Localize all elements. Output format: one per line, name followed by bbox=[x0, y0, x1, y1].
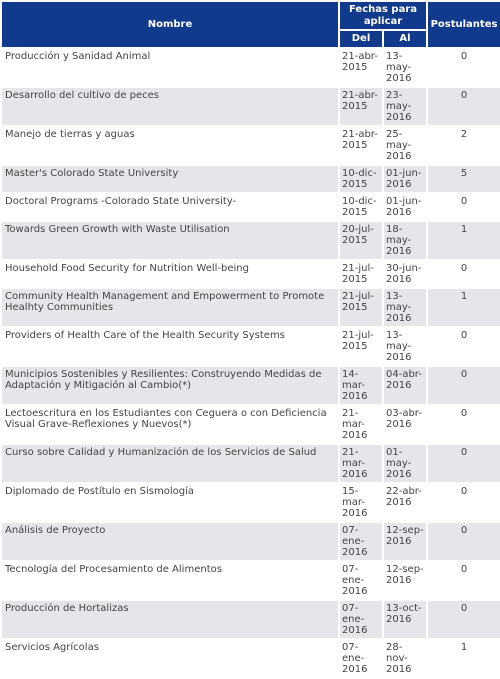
header-postulantes[interactable]: Postulantes bbox=[428, 2, 500, 47]
date-to: 13-may-2016 bbox=[384, 289, 426, 326]
course-name[interactable]: Tecnología del Procesamiento de Alimentos bbox=[2, 562, 338, 599]
date-from: 10-dic-2015 bbox=[340, 194, 382, 220]
header-fechas-para-aplicar: Fechas para aplicar bbox=[340, 2, 426, 29]
applicants-count: 1 bbox=[428, 289, 500, 326]
date-from: 07-ene-2016 bbox=[340, 640, 382, 677]
table-row bbox=[2, 406, 500, 443]
applicants-count: 0 bbox=[428, 445, 500, 482]
header-al[interactable]: Al bbox=[384, 31, 426, 47]
course-name[interactable]: Community Health Management and Empowerment to Promote Healhty Communities bbox=[2, 289, 338, 326]
table-row bbox=[2, 49, 500, 86]
table-row bbox=[2, 88, 500, 125]
date-from: 21-mar-2016 bbox=[340, 445, 382, 482]
date-from: 21-abr-2015 bbox=[340, 127, 382, 164]
course-name[interactable]: Producción y Sanidad Animal bbox=[2, 49, 338, 86]
table-row bbox=[2, 289, 500, 326]
course-name[interactable]: Lectoescritura en los Estudiantes con Ceguera o con Deficiencia Visual Grave-Reflexiones y Nuevos(*) bbox=[2, 406, 338, 443]
date-from: 21-mar-2016 bbox=[340, 406, 382, 443]
table-row bbox=[2, 261, 500, 287]
date-to: 23-may-2016 bbox=[384, 88, 426, 125]
table-row bbox=[2, 484, 500, 521]
course-name[interactable]: Doctoral Programs -Colorado State University- bbox=[2, 194, 338, 220]
header-del[interactable]: Del bbox=[340, 31, 382, 47]
date-to: 12-sep-2016 bbox=[384, 523, 426, 560]
date-to: 22-abr-2016 bbox=[384, 484, 426, 521]
table-row bbox=[2, 166, 500, 192]
course-name[interactable]: Manejo de tierras y aguas bbox=[2, 127, 338, 164]
applicants-count: 0 bbox=[428, 484, 500, 521]
date-from: 14-mar-2016 bbox=[340, 367, 382, 404]
date-to: 30-jun-2016 bbox=[384, 261, 426, 287]
date-to: 01-jun-2016 bbox=[384, 194, 426, 220]
applicants-count: 0 bbox=[428, 523, 500, 560]
applicants-count: 0 bbox=[428, 562, 500, 599]
course-name[interactable]: Curso sobre Calidad y Humanización de los Servicios de Salud bbox=[2, 445, 338, 482]
table-row bbox=[2, 328, 500, 365]
applicants-count: 1 bbox=[428, 222, 500, 259]
course-name[interactable]: Municipios Sostenibles y Resilientes: Construyendo Medidas de Adaptación y Mitigación al Cambio(*) bbox=[2, 367, 338, 404]
date-to: 18-may-2016 bbox=[384, 222, 426, 259]
date-to: 04-abr-2016 bbox=[384, 367, 426, 404]
date-from: 15-mar-2016 bbox=[340, 484, 382, 521]
date-from: 21-abr-2015 bbox=[340, 49, 382, 86]
table-row bbox=[2, 601, 500, 638]
applicants-count: 0 bbox=[428, 194, 500, 220]
course-name[interactable]: Desarrollo del cultivo de peces bbox=[2, 88, 338, 125]
date-from: 21-abr-2015 bbox=[340, 88, 382, 125]
date-from: 10-dic-2015 bbox=[340, 166, 382, 192]
date-from: 20-jul-2015 bbox=[340, 222, 382, 259]
table-row bbox=[2, 523, 500, 560]
date-to: 01-may-2016 bbox=[384, 445, 426, 482]
applicants-count: 0 bbox=[428, 328, 500, 365]
course-name[interactable]: Towards Green Growth with Waste Utilisation bbox=[2, 222, 338, 259]
course-name[interactable]: Análisis de Proyecto bbox=[2, 523, 338, 560]
table-row bbox=[2, 127, 500, 164]
course-name[interactable]: Household Food Security for Nutrition Well-being bbox=[2, 261, 338, 287]
table-body bbox=[2, 49, 500, 677]
date-to: 01-jun-2016 bbox=[384, 166, 426, 192]
applicants-count: 0 bbox=[428, 601, 500, 638]
date-to: 28-nov-2016 bbox=[384, 640, 426, 677]
table-row bbox=[2, 222, 500, 259]
table-row bbox=[2, 367, 500, 404]
date-to: 03-abr-2016 bbox=[384, 406, 426, 443]
date-from: 21-jul-2015 bbox=[340, 328, 382, 365]
date-to: 13-may-2016 bbox=[384, 328, 426, 365]
header-nombre[interactable]: Nombre bbox=[2, 2, 338, 47]
table-row bbox=[2, 562, 500, 599]
date-to: 25-may-2016 bbox=[384, 127, 426, 164]
date-from: 07-ene-2016 bbox=[340, 562, 382, 599]
course-name[interactable]: Producción de Hortalizas bbox=[2, 601, 338, 638]
course-name[interactable]: Providers of Health Care of the Health Security Systems bbox=[2, 328, 338, 365]
table-row bbox=[2, 640, 500, 677]
applicants-count: 0 bbox=[428, 49, 500, 86]
applicants-count: 0 bbox=[428, 88, 500, 125]
applicants-count: 0 bbox=[428, 406, 500, 443]
date-to: 13-may-2016 bbox=[384, 49, 426, 86]
date-from: 07-ene-2016 bbox=[340, 523, 382, 560]
table-row bbox=[2, 445, 500, 482]
date-to: 13-oct-2016 bbox=[384, 601, 426, 638]
applicants-count: 0 bbox=[428, 367, 500, 404]
table-row bbox=[2, 194, 500, 220]
applicants-count: 5 bbox=[428, 166, 500, 192]
date-from: 21-jul-2015 bbox=[340, 289, 382, 326]
date-to: 12-sep-2016 bbox=[384, 562, 426, 599]
course-name[interactable]: Servicios Agrícolas bbox=[2, 640, 338, 677]
date-from: 21-jul-2015 bbox=[340, 261, 382, 287]
date-from: 07-ene-2016 bbox=[340, 601, 382, 638]
course-name[interactable]: Master's Colorado State University bbox=[2, 166, 338, 192]
course-name[interactable]: Diplomado de Postítulo en Sismología bbox=[2, 484, 338, 521]
applicants-count: 0 bbox=[428, 261, 500, 287]
applicants-count: 1 bbox=[428, 640, 500, 677]
applicants-count: 2 bbox=[428, 127, 500, 164]
